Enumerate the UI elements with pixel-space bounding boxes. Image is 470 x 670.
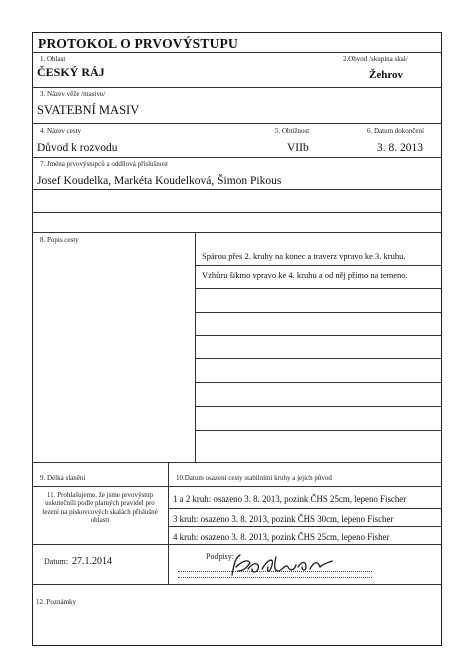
osazeni-row-1: 1 a 2 kruh: osazeno 3. 8. 2013, pozink ČHS 25cm, lepeno Fischer: [173, 494, 407, 504]
obvod-value: Žehrov: [369, 69, 404, 81]
divider: [195, 358, 442, 359]
nazev-veze-value: SVATEBNÍ MASIV: [37, 103, 140, 117]
divider: [32, 157, 442, 158]
divider: [195, 232, 196, 462]
obtiznost-label: 5. Obtížnost: [275, 127, 310, 135]
signature-line: [178, 577, 372, 578]
divider: [32, 123, 442, 124]
nazev-veze-label: 3. Název věže /masivu/: [40, 90, 106, 98]
podpisy-label: Podpisy:: [206, 552, 235, 561]
divider: [32, 462, 442, 463]
datum-dokonceni-value: 3. 8. 2013: [377, 142, 423, 154]
divider: [195, 335, 442, 336]
popis-label: 8. Popis cesty: [40, 236, 79, 244]
poznamky-label: 12. Poznámky: [36, 598, 77, 606]
divider: [195, 406, 442, 407]
obtiznost-value: VIIb: [287, 142, 309, 154]
osazeni-row-3: 4 kruh: osazeno 3. 8. 2013, pozink ČHS 25cm, lepeno Fisher: [173, 532, 390, 542]
nazev-cesty-label: 4. Název cesty: [40, 127, 82, 135]
divider: [168, 462, 169, 584]
divider: [168, 508, 442, 509]
osazeni-label: 10.Datum osazení cesty stabilními kruhy a jejich původ: [176, 474, 332, 482]
popis-line-1: Spárou přes 2. kruhy na konec a traverz vpravo ke 3. kruhu.: [202, 251, 406, 261]
divider: [32, 486, 442, 487]
popis-line-2: Vzhůru šikmo vpravo ke 4. kruhu a od něj přímo na temeno.: [202, 270, 408, 280]
divider: [195, 288, 442, 289]
datum-label: Datum:: [44, 557, 68, 566]
oblast-label: 1. Oblast: [40, 55, 66, 63]
divider: [195, 382, 442, 383]
divider: [32, 584, 442, 585]
osazeni-row-2: 3 kruh: osazeno 3. 8. 2013, pozink ČHS 30cm, lepeno Fischer: [173, 514, 394, 524]
signature-line: [178, 571, 372, 572]
datum-dokonceni-label: 6. Datum dokončení: [367, 127, 424, 135]
divider: [32, 232, 442, 233]
divider: [32, 189, 442, 190]
jmena-value: Josef Koudelka, Markéta Koudelková, Šimon Pikous: [37, 175, 282, 187]
form-title: PROTOKOL O PRVOVÝSTUPU: [38, 36, 238, 51]
datum-value: 27.1.2014: [72, 556, 112, 567]
divider: [195, 265, 442, 266]
oblast-value: ČESKÝ RÁJ: [37, 65, 105, 79]
divider: [32, 212, 442, 213]
divider: [32, 87, 442, 88]
divider: [168, 526, 442, 527]
prohlaseni-text: 11. Prohlašujeme, že jsme prvovýstup uskutečnili podle platných pravidel pro lezení na pískovcových skalách příslušné oblasti: [42, 491, 158, 524]
divider: [32, 52, 442, 53]
divider: [195, 430, 442, 431]
signature: [222, 551, 340, 579]
divider: [32, 544, 442, 545]
divider: [195, 312, 442, 313]
delka-label: 9. Délka slanění: [40, 474, 86, 482]
delka-value: ---------: [77, 482, 98, 490]
obvod-label: 2.Obvod /skupina skal/: [343, 55, 408, 63]
jmena-label: 7. Jména prvovýstupců a oddílová příslušnost: [40, 160, 168, 168]
nazev-cesty-value: Důvod k rozvodu: [37, 142, 118, 154]
